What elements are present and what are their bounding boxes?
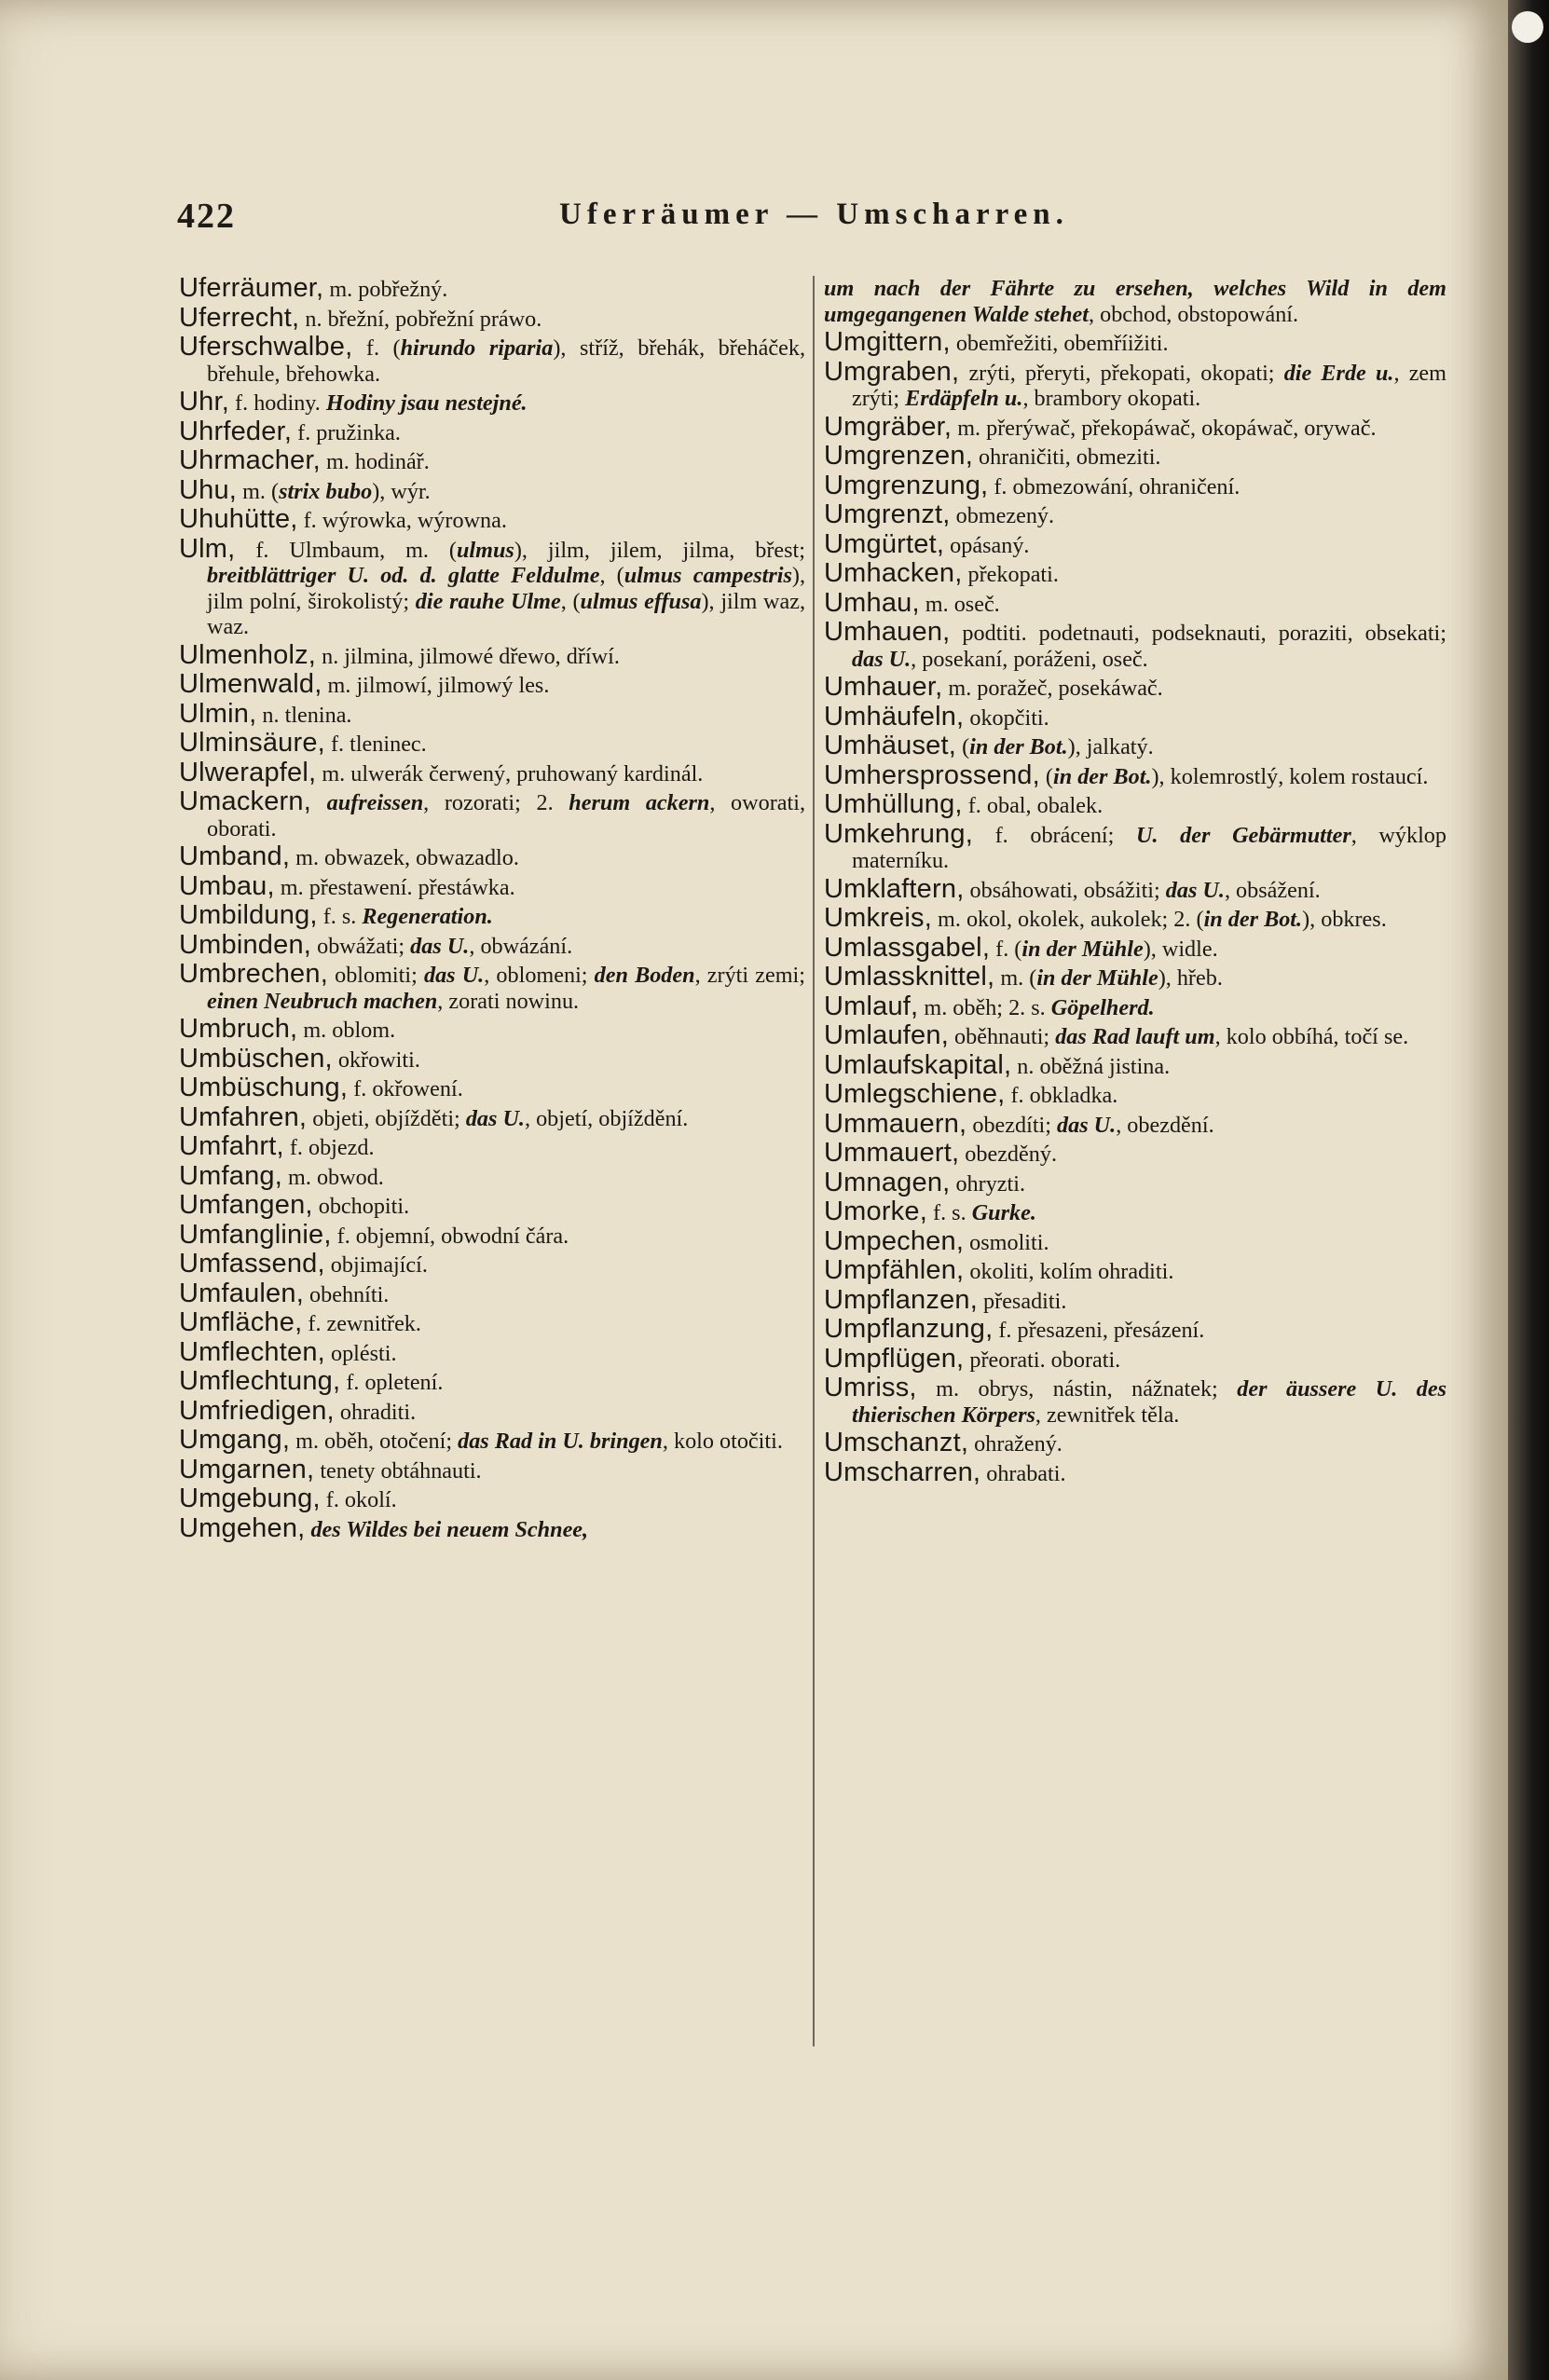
definition-text: , objetí, objíždění. xyxy=(524,1105,689,1131)
dictionary-entry xyxy=(824,701,1446,732)
headword: Uhuhütte, xyxy=(179,504,298,534)
definition-text: f. opletení. xyxy=(340,1370,444,1395)
dictionary-entry xyxy=(824,499,1446,529)
definition-text: obmezený. xyxy=(950,503,1055,528)
italic-gloss: in der Bot. xyxy=(1052,763,1152,789)
definition-text: ohraničiti, obmeziti. xyxy=(972,445,1161,470)
definition-text: , ( xyxy=(560,588,581,614)
italic-gloss: ulmus effusa xyxy=(580,588,702,614)
definition-text: obchopiti. xyxy=(312,1194,410,1219)
definition-text: obwážati; xyxy=(311,933,411,959)
page-number: 422 xyxy=(177,197,236,236)
headword: Umbau, xyxy=(179,870,275,901)
headword: Umpflügen, xyxy=(824,1343,965,1374)
definition-text: n. břežní, pobřežní práwo. xyxy=(299,306,542,332)
dictionary-entry xyxy=(824,1284,1446,1315)
headword: Uhrfeder, xyxy=(179,416,293,446)
dictionary-entry xyxy=(179,533,806,640)
dictionary-entry xyxy=(824,1430,1446,1457)
definition-text: , posekaní, poráženi, oseč. xyxy=(911,646,1148,672)
definition-text: přesaditi. xyxy=(978,1288,1067,1314)
headword: Umscharren, xyxy=(824,1457,981,1487)
definition-text: ), stříž, břehák, břeháček, břehule, břehowka. xyxy=(207,335,805,387)
italic-gloss: aufreissen xyxy=(326,790,424,815)
dictionary-entry xyxy=(824,617,1446,672)
definition-text: , obezdění. xyxy=(1116,1112,1214,1138)
definition-text: f. objezd. xyxy=(283,1135,375,1160)
dictionary-entry xyxy=(179,387,805,417)
dictionary-entry xyxy=(179,504,805,534)
dictionary-entry xyxy=(824,1020,1446,1050)
dictionary-entry xyxy=(824,356,1446,412)
definition-text: okřowiti. xyxy=(332,1046,420,1073)
definition-text: ), jilm, jilem, jilma, břest; xyxy=(514,537,805,563)
headword: Umkehrung, xyxy=(824,818,973,849)
headword: Umackern, xyxy=(179,786,311,816)
definition-text: f. zewnitřek. xyxy=(302,1311,421,1336)
definition-text: f. wýrowka, wýrowna. xyxy=(297,508,507,533)
dictionary-entry xyxy=(179,1307,805,1337)
headword: Umgebung, xyxy=(179,1484,321,1513)
dictionary-entry xyxy=(179,1366,805,1396)
definition-text: , oworati, oborati. xyxy=(207,790,805,841)
dictionary-entry xyxy=(179,698,805,729)
headword: Umnagen, xyxy=(824,1167,951,1197)
definition-text: f. s. xyxy=(317,904,363,929)
headword: Umgürtet, xyxy=(824,528,945,559)
definition-text: objimající. xyxy=(324,1252,428,1278)
italic-gloss: strix bubo xyxy=(279,478,373,504)
definition-text: m. obrys, nástin, nážnatek; xyxy=(916,1376,1238,1402)
headword: Umfangen, xyxy=(179,1190,313,1220)
dictionary-entry xyxy=(179,302,805,333)
definition-text: ), jilm polní, širokolistý; xyxy=(207,563,805,614)
headword: Umbruch, xyxy=(179,1014,298,1044)
headword: Umpfählen, xyxy=(824,1255,965,1285)
headword: Uferräumer, xyxy=(179,273,324,303)
dictionary-entry xyxy=(824,672,1446,702)
definition-text: , zrýti zemi; xyxy=(694,963,805,988)
italic-gloss: Gurke. xyxy=(971,1200,1036,1225)
headword: Umgräber, xyxy=(824,411,953,442)
definition-text: objeti, objížděti; xyxy=(307,1105,466,1131)
definition-text: m. oběh, otočení; xyxy=(290,1429,459,1454)
headword: Ulminsäure, xyxy=(179,728,325,758)
headword: Umlegschiene, xyxy=(824,1079,1006,1109)
definition-text: ), obkres. xyxy=(1302,907,1387,932)
definition-text: obemřežiti, obemříižiti. xyxy=(950,331,1169,356)
italic-gloss: das U. xyxy=(1057,1112,1117,1138)
definition-text: f. obkladka. xyxy=(1005,1083,1118,1108)
dictionary-entry xyxy=(179,1512,805,1543)
left-column xyxy=(179,273,806,1545)
headword: Ummauern, xyxy=(824,1108,967,1139)
headword: Umfriedigen, xyxy=(179,1395,335,1426)
definition-text: m. pobřežný. xyxy=(323,277,448,302)
definition-text: okoliti, kolím ohraditi. xyxy=(964,1259,1174,1284)
definition-text: ), jalkatý. xyxy=(1067,734,1154,759)
definition-text: f. okolí. xyxy=(320,1487,397,1512)
definition-text: , rozorati; 2. xyxy=(423,790,569,815)
dictionary-entry xyxy=(824,789,1446,819)
headword: Umband, xyxy=(179,841,291,871)
headword: Umlassknittel, xyxy=(824,962,995,992)
italic-gloss: Göpelherd. xyxy=(1050,994,1155,1020)
definition-text: f. obrácení; xyxy=(972,822,1137,848)
headword: Umflechten, xyxy=(179,1336,325,1367)
italic-gloss: ulmus campestris xyxy=(624,563,792,588)
italic-gloss: die Erde u. xyxy=(1283,360,1394,386)
dictionary-entry xyxy=(824,818,1446,874)
headword: Umlauf, xyxy=(824,991,919,1021)
dictionary-entry xyxy=(824,1225,1446,1256)
dictionary-entry xyxy=(824,587,1446,618)
italic-gloss: das Rad in U. bringen xyxy=(458,1429,663,1454)
headword: Umkreis, xyxy=(824,903,932,933)
dictionary-entry xyxy=(179,1278,805,1308)
definition-text: f. obal, obalek. xyxy=(962,793,1103,818)
definition-text: ), widle. xyxy=(1143,936,1218,962)
headword: Umbüschen, xyxy=(179,1043,333,1074)
dictionary-entry xyxy=(824,903,1446,933)
definition-text: m. hodinář. xyxy=(320,449,430,474)
dictionary-entry xyxy=(824,991,1446,1021)
definition-text: ), jilm waz, waz. xyxy=(207,588,806,639)
dictionary-entry xyxy=(179,870,805,901)
dictionary-entry xyxy=(824,1314,1446,1344)
headword: Umbinden, xyxy=(179,929,312,960)
dictionary-entry xyxy=(824,1457,1446,1487)
definition-text: , obwázání. xyxy=(469,933,573,959)
headword: Ulwerapfel, xyxy=(179,757,317,787)
headword: Umhauen, xyxy=(824,617,951,647)
italic-gloss: das U. xyxy=(423,963,485,988)
dictionary-entry xyxy=(179,1336,805,1367)
italic-gloss: des Wildes bei neuem Schnee, xyxy=(310,1516,589,1542)
definition-text: , brambory okopati. xyxy=(1022,386,1201,411)
headword: Umhersprossend, xyxy=(824,759,1040,790)
dictionary-entry xyxy=(179,332,805,387)
definition-text: m. ( xyxy=(994,965,1037,991)
definition-text: ( xyxy=(956,734,970,759)
headword: Umpflanzung, xyxy=(824,1314,994,1344)
headword: Umgraben, xyxy=(824,356,960,387)
headword: Umhacken, xyxy=(824,558,963,588)
definition-text: m. oběh; 2. s. xyxy=(918,994,1051,1020)
headword: Umfahren, xyxy=(179,1101,308,1132)
dictionary-entry xyxy=(824,733,1446,760)
headword: Umriss, xyxy=(824,1373,917,1402)
dictionary-entry xyxy=(179,1014,805,1044)
headword: Umfläche, xyxy=(179,1307,303,1337)
headword: Umbüschung, xyxy=(179,1073,349,1102)
definition-text: , kolo otočiti. xyxy=(662,1429,783,1454)
definition-text: , wýklop materníku. xyxy=(852,822,1446,873)
headword: Umlaufskapital, xyxy=(824,1049,1012,1080)
definition-text: okopčiti. xyxy=(964,704,1049,731)
italic-gloss: ulmus xyxy=(456,537,514,563)
definition-text: , kolo obbíhá, točí se. xyxy=(1214,1024,1409,1049)
definition-text: f. tleninec. xyxy=(324,732,427,757)
italic-gloss: in der Bot. xyxy=(1203,907,1303,932)
headword: Umhau, xyxy=(824,587,920,618)
headword: Umgrenzen, xyxy=(824,441,973,471)
italic-gloss: den Boden xyxy=(594,963,695,988)
dictionary-entry xyxy=(824,1079,1446,1109)
headword: Umfahrt, xyxy=(179,1131,284,1161)
definition-text: oblomiti; xyxy=(327,963,424,988)
headword: Umfanglinie, xyxy=(179,1219,332,1250)
dictionary-entry xyxy=(179,1075,805,1102)
italic-gloss: das Rad lauft um xyxy=(1055,1024,1215,1049)
dictionary-entry xyxy=(179,900,805,930)
headword: Umgarnen, xyxy=(179,1454,315,1484)
dictionary-entry xyxy=(824,1255,1446,1285)
definition-text: m. obwod. xyxy=(282,1164,384,1190)
definition-text: oběhnauti; xyxy=(948,1024,1056,1049)
dictionary-entry xyxy=(179,474,805,505)
dictionary-entry xyxy=(824,558,1446,588)
headword: Umschanzt, xyxy=(824,1428,969,1457)
headword: Umhüllung, xyxy=(824,789,963,819)
dictionary-entry xyxy=(824,1375,1446,1428)
headword: Umlassgabel, xyxy=(824,932,991,963)
page-header xyxy=(177,196,1435,242)
headword: Uferschwalbe, xyxy=(179,332,353,362)
dictionary-entry xyxy=(824,411,1446,442)
definition-text xyxy=(311,790,327,815)
definition-text: f. Ulmbaum, m. ( xyxy=(235,537,457,563)
headword: Umgang, xyxy=(179,1425,291,1455)
definition-text: obsáhowati, obsážiti; xyxy=(964,877,1166,903)
dictionary-entry xyxy=(179,639,805,670)
running-head: Uferräumer — Umscharren. xyxy=(559,198,1069,231)
dictionary-entry xyxy=(824,873,1446,904)
definition-text: f. hodiny. xyxy=(229,390,326,416)
italic-gloss: in der Mühle xyxy=(1036,965,1158,991)
dictionary-entry xyxy=(824,1343,1446,1374)
definition-text: ohraditi. xyxy=(334,1399,417,1425)
definition-text: m. oblom. xyxy=(297,1018,396,1043)
headword: Ulm, xyxy=(179,533,236,564)
italic-gloss: der äussere U. des thierischen Körpers xyxy=(852,1376,1446,1428)
definition-text: , obsážení. xyxy=(1224,877,1321,903)
book-spine-edge xyxy=(1508,0,1549,2380)
definition-text: n. jilmina, jilmowé dřewo, dříwí. xyxy=(316,643,620,669)
headword: Umpechen, xyxy=(824,1225,965,1256)
dictionary-entry xyxy=(179,959,805,1014)
definition-text: m. obwazek, obwazadlo. xyxy=(290,845,519,870)
definition-text: n. oběžná jistina. xyxy=(1011,1053,1171,1079)
headword: Ulmenholz, xyxy=(179,639,317,670)
dictionary-entry xyxy=(179,669,805,699)
definition-text: ), wýr. xyxy=(372,478,431,504)
italic-gloss: Erdäpfeln u. xyxy=(905,386,1023,411)
definition-text: m. jilmowí, jilmowý les. xyxy=(322,673,550,698)
headword: Umhäufeln, xyxy=(824,701,965,732)
definition-text: m. ulwerák čerwený, pruhowaný kardinál. xyxy=(316,760,704,786)
dictionary-entry xyxy=(179,1454,805,1484)
dictionary-entry xyxy=(179,416,805,446)
definition-text: podtiti. podetnauti, podseknauti, poraziti, obsekati; xyxy=(950,621,1446,646)
dictionary-entry xyxy=(824,470,1446,500)
italic-gloss: die rauhe Ulme xyxy=(415,588,561,614)
headword: Umhäuset, xyxy=(824,731,957,760)
headword: Umfaulen, xyxy=(179,1278,304,1308)
column-divider xyxy=(813,276,815,2046)
dictionary-entry xyxy=(179,929,805,960)
headword: Umlaufen, xyxy=(824,1020,949,1050)
definition-text: f. pružinka. xyxy=(292,419,401,445)
headword: Umflechtung, xyxy=(179,1366,341,1396)
definition-text: tenety obtáhnauti. xyxy=(314,1457,482,1484)
definition-text: ohrabati. xyxy=(980,1460,1066,1486)
headword: Umfang, xyxy=(179,1160,282,1191)
dictionary-entry xyxy=(179,1190,805,1220)
definition-text: oplésti. xyxy=(324,1340,397,1366)
definition-text: obezdíti; xyxy=(966,1112,1058,1138)
definition-text: m. přestawení. přestáwka. xyxy=(274,874,515,900)
headword: Umfassend, xyxy=(179,1249,325,1279)
dictionary-entry xyxy=(179,445,805,475)
italic-gloss: in der Bot. xyxy=(969,734,1068,759)
dictionary-entry xyxy=(824,528,1446,559)
headword: Umgittern, xyxy=(824,327,951,357)
italic-gloss: das U. xyxy=(465,1105,525,1131)
headword: Umklaftern, xyxy=(824,873,965,904)
dictionary-entry xyxy=(824,441,1446,471)
definition-text: f. obmezowání, ohraničení. xyxy=(988,473,1241,499)
headword: Ummauert, xyxy=(824,1138,960,1168)
dictionary-entry xyxy=(824,1138,1446,1168)
dictionary-entry xyxy=(824,276,1446,327)
definition-text: f. přesazeni, přesázení. xyxy=(993,1318,1205,1343)
italic-gloss: hirundo riparia xyxy=(400,335,554,361)
dictionary-entry xyxy=(179,1219,805,1250)
definition-text: obezděný. xyxy=(959,1142,1057,1167)
italic-gloss: das U. xyxy=(852,646,912,672)
dictionary-entry xyxy=(824,1199,1446,1226)
definition-text: ( xyxy=(1039,763,1053,789)
italic-gloss: breitblättriger U. od. d. glatte Feldulme xyxy=(207,563,600,588)
italic-gloss: in der Mühle xyxy=(1021,936,1144,962)
definition-text: , zewnitřek těla. xyxy=(1035,1402,1180,1428)
definition-text: ), kolemrostlý, kolem rostaucí. xyxy=(1151,763,1429,789)
dictionary-entry xyxy=(179,1486,805,1513)
italic-gloss: U. der Gebärmutter xyxy=(1136,822,1351,848)
dictionary-entry xyxy=(179,728,805,758)
italic-gloss: das U. xyxy=(1165,877,1225,903)
dictionary-entry xyxy=(179,786,805,841)
headword: Umgrenzt, xyxy=(824,499,951,529)
definition-text: f. objemní, obwodní čára. xyxy=(331,1223,569,1249)
definition-text: přeorati. oborati. xyxy=(964,1347,1121,1373)
definition-text: , obchod, obstopowání. xyxy=(1089,301,1299,327)
dictionary-entry xyxy=(824,1167,1446,1197)
headword: Ulmenwald, xyxy=(179,669,322,699)
dictionary-entry xyxy=(824,1049,1446,1080)
definition-text: ), hřeb. xyxy=(1158,965,1223,991)
headword: Umpflanzen, xyxy=(824,1284,978,1315)
right-column xyxy=(824,276,1446,1489)
definition-text: m. okol, okolek, aukolek; 2. ( xyxy=(932,907,1204,932)
dictionary-entry xyxy=(179,1043,805,1074)
dictionary-entry xyxy=(179,841,805,871)
dictionary-entry xyxy=(179,1249,805,1279)
definition-text: m. přerýwač, překopáwač, okopáwač, orywač. xyxy=(952,415,1377,441)
dictionary-entry xyxy=(824,932,1446,963)
dictionary-entry xyxy=(179,1101,805,1132)
headword: Umbildung, xyxy=(179,900,318,930)
headword: Uferrecht, xyxy=(179,302,300,333)
definition-text: f. s. xyxy=(926,1200,972,1225)
dictionary-entry xyxy=(179,1160,805,1191)
dictionary-entry xyxy=(179,1131,805,1161)
headword: Uhrmacher, xyxy=(179,445,321,475)
headword: Ulmin, xyxy=(179,698,257,729)
definition-text: n. tlenina. xyxy=(256,702,352,728)
italic-gloss: Hodiny jsau nestejné. xyxy=(325,390,528,416)
definition-text: m. oseč. xyxy=(919,591,1000,617)
headword: Uhr, xyxy=(179,387,229,417)
headword: Umbrechen, xyxy=(179,959,328,989)
definition-text: , ( xyxy=(599,563,624,588)
scan-corner-mark xyxy=(1512,11,1543,43)
definition-text: f. ( xyxy=(352,335,401,361)
dictionary-entry xyxy=(824,1108,1446,1139)
definition-text: m. poražeč, posekáwač. xyxy=(942,676,1163,701)
headword: Umorke, xyxy=(824,1197,927,1226)
continued-text: um nach der Fährte zu ersehen, welches Wild in dem umgegangenen Walde stehet xyxy=(824,276,1446,327)
definition-text: ohryzti. xyxy=(950,1170,1026,1197)
italic-gloss: herum ackern xyxy=(569,790,710,815)
definition-text: m. ( xyxy=(237,478,280,504)
dictionary-entry xyxy=(179,273,805,303)
dictionary-entry xyxy=(179,1425,805,1455)
italic-gloss: einen Neubruch machen xyxy=(207,988,438,1014)
definition-text: , zorati nowinu. xyxy=(437,988,580,1014)
dictionary-entry xyxy=(824,964,1446,992)
dictionary-entry xyxy=(824,759,1446,790)
definition-text: , zem zrýti; xyxy=(852,360,1446,411)
definition-text: osmoliti. xyxy=(964,1229,1049,1255)
headword: Umgehen, xyxy=(179,1512,306,1543)
italic-gloss: Regeneration. xyxy=(362,904,493,929)
definition-text: f. okřowení. xyxy=(348,1076,463,1101)
definition-text: zrýti, přeryti, překopati, okopati; xyxy=(959,360,1284,386)
definition-text: , oblomeni; xyxy=(484,963,595,988)
headword: Uhu, xyxy=(179,474,238,505)
definition-text: překopati. xyxy=(962,562,1059,587)
headword: Umgrenzung, xyxy=(824,470,989,500)
italic-gloss: das U. xyxy=(410,933,470,959)
headword: Umhauer, xyxy=(824,672,943,702)
dictionary-entry xyxy=(179,757,805,787)
dictionary-entry xyxy=(179,1395,805,1426)
definition-text: opásaný. xyxy=(944,532,1030,558)
definition-text: f. ( xyxy=(990,936,1022,962)
dictionary-entry xyxy=(824,327,1446,357)
definition-text: ohražený. xyxy=(968,1431,1062,1457)
definition-text: obehníti. xyxy=(303,1281,390,1307)
